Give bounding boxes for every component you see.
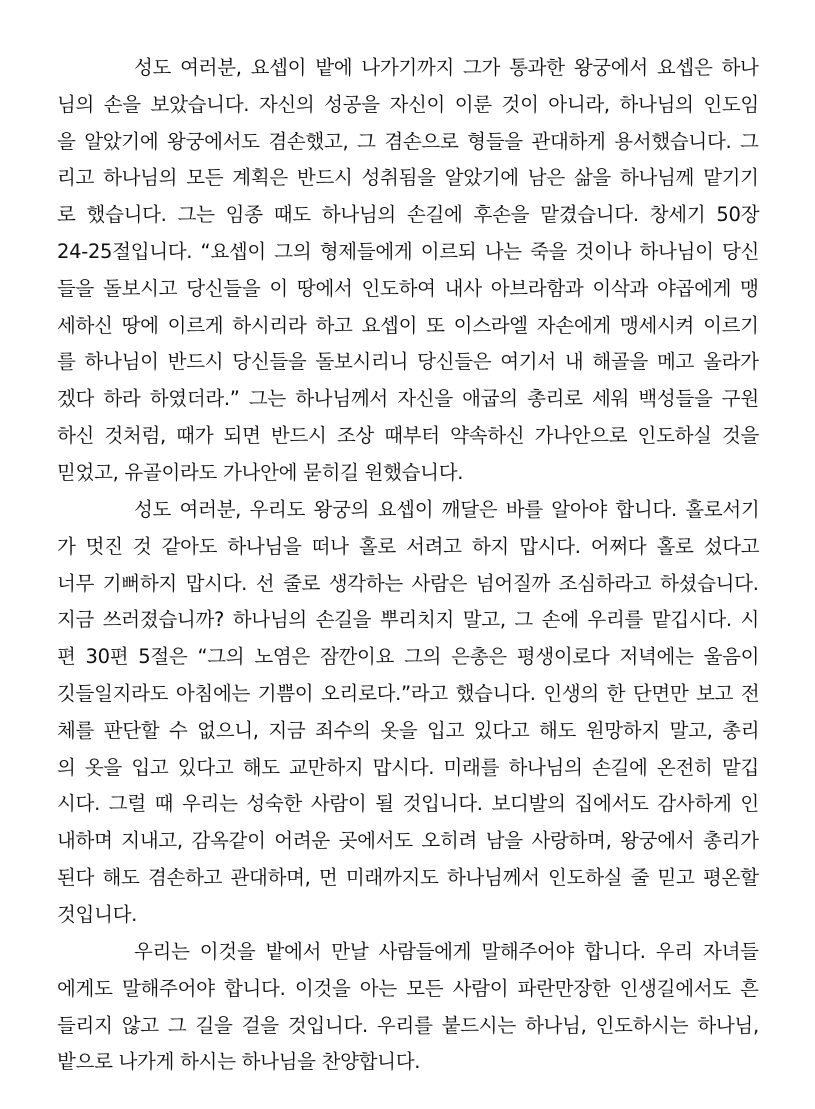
text-line: 가 멋진 것 같아도 하나님을 떠나 홀로 서려고 하지 맙시다. 어쩌다 홀로 섰다고 (57, 534, 760, 558)
text-line: 성도 여러분, 요셉이 밭에 나가기까지 그가 통과한 왕궁에서 요셉은 하나 (134, 56, 759, 79)
text-line: 를 하나님이 반드시 당신들을 돌보시리니 당신들은 여기서 내 해골을 메고 올라가 (57, 350, 759, 374)
text-line: 로 했습니다. 그는 임종 때도 하나님의 손길에 후손을 맡겼습니다. 창세기 50장 (57, 203, 760, 227)
text-line: 밭으로 나가게 하시는 하나님을 찬양합니다. (57, 1050, 421, 1074)
text-line: 세하신 땅에 이르게 하시리라 하고 요셉이 또 이스라엘 자손에게 맹세시켜 이르기 (57, 313, 759, 337)
text-line: 우리는 이것을 밭에서 만날 사람들에게 말해주어야 합니다. 우리 자녀들 (134, 940, 759, 963)
text-line: 깃들일지라도 아침에는 기쁨이 오리로다.”라고 했습니다. 인생의 한 단면만 보고 전 (57, 682, 760, 705)
text-line: 에게도 말해주어야 합니다. 이것을 아는 모든 사람이 파란만장한 인생길에서도 흔 (57, 976, 759, 1000)
text-line: 너무 기뻐하지 맙시다. 선 줄로 생각하는 사람은 넘어질까 조심하라고 하셨습니다. (57, 571, 759, 595)
text-line: 편 30편 5절은 “그의 노염은 잠깐이요 그의 은총은 평생이로다 저녁에는 울음이 (57, 645, 760, 669)
text-line: 지금 쓰러졌습니까? 하나님의 손길을 뿌리치지 말고, 그 손에 우리를 맡깁시다. 시 (57, 608, 760, 632)
text-line: 하신 것처럼, 때가 되면 반드시 조상 때부터 약속하신 가나안으로 인도하실 것을 (57, 424, 760, 447)
text-line: 내하며 지내고, 감옥같이 어려운 곳에서도 오히려 남을 사랑하며, 왕궁에서 총리가 (57, 829, 759, 853)
text-line: 24-25절입니다. “요셉이 그의 형제들에게 이르되 나는 죽을 것이나 하나님이 당신 (57, 240, 760, 263)
text-line: 의 옷을 입고 있다고 해도 교만하지 맙시다. 미래를 하나님의 손길에 온전히 맡깁 (57, 755, 759, 779)
text-line: 님의 손을 보았습니다. 자신의 성공을 자신이 이룬 것이 아니라, 하나님의 인도임 (57, 92, 759, 116)
text-line: 들을 돌보시고 당신들을 이 땅에서 인도하여 내사 아브라함과 이삭과 야곱에게 맹 (57, 276, 759, 300)
text-line: 체를 판단할 수 없으니, 지금 죄수의 옷을 입고 있다고 해도 원망하지 말고, 총리 (57, 718, 760, 742)
text-line: 을 알았기에 왕궁에서도 겸손했고, 그 겸손으로 형들을 관대하게 용서했습니다. 그 (57, 129, 759, 153)
text-line: 된다 해도 겸손하고 관대하며, 먼 미래까지도 하나님께서 인도하실 줄 믿고 평온할 (57, 866, 759, 889)
text-line: 겠다 하라 하였더라.” 그는 하나님께서 자신을 애굽의 총리로 세워 백성들을 구원 (57, 387, 759, 411)
text-line: 리고 하나님의 모든 계획은 반드시 성취됨을 알았기에 남은 삶을 하나님께 맡기기 (57, 166, 759, 190)
text-line: 시다. 그럴 때 우리는 성숙한 사람이 될 것입니다. 보디발의 집에서도 감사하게 인 (57, 792, 759, 816)
text-line: 들리지 않고 그 길을 걸을 것입니다. 우리를 붙드시는 하나님, 인도하시는 하나님, (57, 1013, 759, 1037)
text-line: 성도 여러분, 우리도 왕궁의 요셉이 깨달은 바를 알아야 합니다. 홀로서기 (134, 498, 760, 521)
text-line: 것입니다. (57, 902, 138, 926)
text-line: 믿었고, 유골이라도 가나안에 묻히길 원했습니다. (57, 460, 464, 484)
